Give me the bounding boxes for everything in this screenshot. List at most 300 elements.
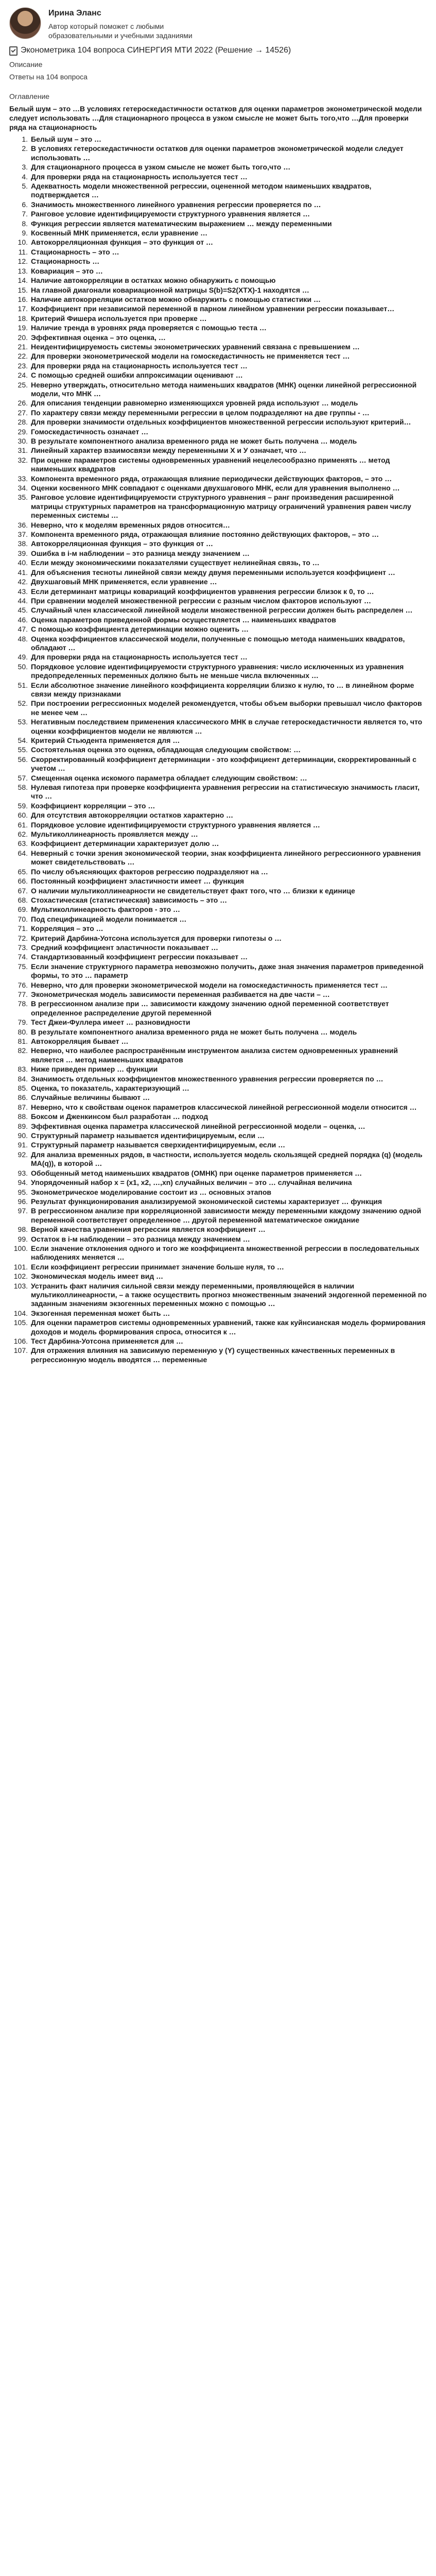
list-item-number: 97. xyxy=(18,1207,28,1215)
list-item-text: Наличие тренда в уровнях ряда проверяется с помощью теста … xyxy=(31,324,267,332)
list-item-number: 21. xyxy=(18,342,28,351)
list-item-text: Корреляция – это … xyxy=(31,924,103,933)
list-item-text: Оценка коэффициентов классической модели, полученные с помощью метода наименьших квадратов, обладают … xyxy=(31,634,405,652)
list-item xyxy=(9,539,427,548)
list-item-number: 7. xyxy=(22,210,28,218)
list-item-text: Мультиколлинеарность проявляется между … xyxy=(31,830,198,839)
list-item-number: 35. xyxy=(18,493,28,502)
list-item xyxy=(9,558,427,567)
list-item-text: Неверно утверждать, относительно метода наименьших квадратов (МНК) оценки линейной регрессионной модели, что МНК … xyxy=(31,380,417,398)
list-item xyxy=(9,1093,427,1102)
list-item xyxy=(9,267,427,276)
list-item-text: Для анализа временных рядов, в частности, используется модель скользящей средней порядка (q) (модель МА(q)), в которой … xyxy=(31,1150,423,1168)
list-item-number: 37. xyxy=(18,530,28,539)
list-item xyxy=(9,616,427,624)
list-item-number: 2. xyxy=(22,144,28,153)
list-item-number: 23. xyxy=(18,361,28,370)
list-item-text: Ниже приведен пример … функции xyxy=(31,1065,158,1074)
list-item-text: Коэффициент корреляции – это … xyxy=(31,801,155,810)
list-item xyxy=(9,352,427,361)
author-description: Автор который поможет с любыми образовательными и учебными заданиями xyxy=(48,22,193,40)
list-item-number: 44. xyxy=(18,596,28,605)
list-item xyxy=(9,1065,427,1074)
list-item-text: Оценка, то показатель, характеризующий … xyxy=(31,1084,189,1093)
list-item-number: 67. xyxy=(18,886,28,895)
list-item-number: 82. xyxy=(18,1046,28,1055)
list-item-number: 17. xyxy=(18,304,28,313)
list-item-number: 13. xyxy=(18,266,28,275)
list-item-number: 64. xyxy=(18,849,28,857)
list-item-text: По характеру связи между переменными регрессии в целом подразделяют на две группы - … xyxy=(31,408,370,417)
list-item xyxy=(9,200,427,209)
list-item xyxy=(9,219,427,228)
list-item xyxy=(9,446,427,455)
list-item-number: 70. xyxy=(18,914,28,923)
list-item-number: 73. xyxy=(18,943,28,952)
list-item-text: В условиях гетероскедастичности остатков для оценки параметров эконометрической модели следует использовать … xyxy=(31,144,404,162)
list-item-text: Эконометрическая модель зависимости переменная разбивается на две части – … xyxy=(31,990,330,998)
list-item-number: 94. xyxy=(18,1178,28,1187)
list-item-text: Критерий Дарбина-Уотсона используется для проверки гипотезы о … xyxy=(31,934,282,942)
list-item-text: Эффективная оценка параметра классической линейной регрессионной модели – оценка, … xyxy=(31,1122,365,1130)
list-item-number: 88. xyxy=(18,1112,28,1121)
list-item xyxy=(9,783,427,801)
list-item xyxy=(9,1207,427,1225)
list-item-text: Компонента временного ряда, отражающая влияние периодически действующих факторов, – это … xyxy=(31,474,392,483)
list-item-number: 22. xyxy=(18,352,28,361)
list-item-number: 104. xyxy=(13,1309,28,1317)
list-item-text: Стохастическая (статистическая) зависимость – это … xyxy=(31,895,228,904)
list-item-text: Для объяснения тесноты линейной связи между двумя переменными используется коэффициент … xyxy=(31,568,395,577)
list-item-number: 86. xyxy=(18,1093,28,1102)
list-item-text: Ранговое условие идентифицируемости структурного уравнения является … xyxy=(31,210,310,218)
list-item xyxy=(9,1018,427,1027)
list-item-number: 25. xyxy=(18,380,28,389)
list-item-text: Эконометрическое моделирование состоит из … основных этапов xyxy=(31,1188,271,1196)
list-item xyxy=(9,718,427,736)
list-item-number: 6. xyxy=(22,200,28,209)
document-title: Эконометрика 104 вопроса СИНЕРГИЯ МТИ 2022 (Решение → 14526) xyxy=(21,46,291,55)
list-item-text: Экономическая модель имеет вид … xyxy=(31,1272,164,1281)
list-item-number: 42. xyxy=(18,578,28,586)
list-item xyxy=(9,578,427,586)
list-item-text: Средний коэффициент эластичности показывает … xyxy=(31,943,218,952)
list-item-text: Результат функционирования анализируемой экономической системы характеризует … функция xyxy=(31,1197,382,1206)
list-item xyxy=(9,1084,427,1093)
list-item-number: 15. xyxy=(18,285,28,294)
list-item xyxy=(9,418,427,427)
list-item xyxy=(9,1197,427,1206)
list-item xyxy=(9,625,427,634)
list-item xyxy=(9,1309,427,1318)
avatar[interactable] xyxy=(9,7,41,39)
document-title-row xyxy=(9,45,427,56)
list-item xyxy=(9,1244,427,1262)
list-item xyxy=(9,484,427,493)
list-item-text: Компонента временного ряда, отражающая влияние постоянно действующих факторов, – это … xyxy=(31,530,379,539)
list-item-text: Для проверки ряда на стационарность используется тест … xyxy=(31,653,248,662)
answers-count: Ответы на 104 вопроса xyxy=(9,73,88,81)
list-item-text: Оценки косвенного МНК совпадают с оценками двухшагового МНК, если для уравнения выполнено … xyxy=(31,484,400,493)
list-item-text: Устранить факт наличия сильной связи между переменными, проявляющейся в наличии мультиколлинеарности, – а также осуществить прогноз множественным значений эндогенной переменной по заданным значениям экзогенных переменных можно с помощью … xyxy=(31,1281,427,1308)
list-item xyxy=(9,905,427,914)
list-item xyxy=(9,428,427,436)
list-item-text: Негативным последствием применения классического МНК в случае гетероскедастичности является то, что оценки коэффициентов модели не являются … xyxy=(31,718,423,735)
list-item-number: 54. xyxy=(18,736,28,744)
list-item-number: 18. xyxy=(18,314,28,323)
list-item xyxy=(9,493,427,520)
list-item xyxy=(9,849,427,867)
list-item-text: Смещенная оценка искомого параметра обладает следующим свойством: … xyxy=(31,773,307,782)
list-item xyxy=(9,1131,427,1140)
list-item-number: 89. xyxy=(18,1122,28,1130)
list-item-number: 46. xyxy=(18,615,28,624)
list-item-number: 59. xyxy=(18,801,28,810)
list-item-number: 72. xyxy=(18,934,28,942)
list-item-text: Эффективная оценка – это оценка, … xyxy=(31,333,166,342)
list-item-text: В регрессионном анализе при корреляционной зависимости между переменными каждому значению одной переменной соответствует определенное … другой переменной математическое ожидание xyxy=(31,1207,422,1224)
list-item-number: 38. xyxy=(18,539,28,548)
list-item-text: Тест Джеи-Фуллера имеет … разновидности xyxy=(31,1018,190,1027)
list-item xyxy=(9,868,427,876)
list-item xyxy=(9,1263,427,1272)
list-item-number: 53. xyxy=(18,718,28,726)
list-item xyxy=(9,238,427,247)
list-item-number: 39. xyxy=(18,549,28,557)
list-item xyxy=(9,736,427,745)
list-item xyxy=(9,474,427,483)
list-item-text: Для оценки параметров системы одновременных уравнений, также как куйнсианская модель формирования доходов и модель формирования спроса, относится к … xyxy=(31,1318,426,1336)
list-item xyxy=(9,1346,427,1364)
list-item-number: 76. xyxy=(18,980,28,989)
list-item-text: Автокорреляционная функция – это функция от … xyxy=(31,238,214,247)
list-item-text: Структурный параметр называется идентифицируемым, если … xyxy=(31,1131,265,1140)
list-item-text: Стационарность … xyxy=(31,257,100,266)
list-item-text: Тест Дарбина-Уотсона применяется для … xyxy=(31,1337,183,1345)
list-item-number: 65. xyxy=(18,867,28,876)
list-item xyxy=(9,663,427,681)
list-item-text: Гомоскедастичность означает … xyxy=(31,427,149,436)
list-item-number: 29. xyxy=(18,427,28,436)
list-item-text: Неверно, что наиболее распространённым инструментом анализа систем одновременных уравнений является … метод наименьших квадратов xyxy=(31,1046,398,1064)
list-item-text: Боксом и Дженкинсом был разработан … подход xyxy=(31,1112,208,1121)
list-item-text: При сравнении моделей множественной регрессии с разным числом факторов используют … xyxy=(31,596,371,605)
list-item-number: 12. xyxy=(18,257,28,266)
list-item-text: Если значение отклонения одного и того же коэффициента множественной регрессии в последовательных наблюдениях меняется … xyxy=(31,1244,420,1262)
list-item-number: 107. xyxy=(13,1346,28,1355)
list-item-number: 27. xyxy=(18,408,28,417)
author-info xyxy=(48,7,203,40)
list-item-number: 57. xyxy=(18,773,28,782)
list-item-number: 41. xyxy=(18,568,28,577)
list-item xyxy=(9,962,427,980)
list-item-text: Неидентифицируемость системы эконометрических уравнений связана с превышением … xyxy=(31,342,360,351)
list-item xyxy=(9,521,427,530)
list-item-number: 68. xyxy=(18,895,28,904)
author-name[interactable]: Ирина Эланс xyxy=(48,9,101,18)
list-item xyxy=(9,981,427,990)
list-item-text: При построении регрессионных моделей рекомендуется, чтобы объем выборки превышал число факторов не менее чем … xyxy=(31,699,422,717)
list-item-number: 11. xyxy=(18,247,28,256)
list-item-number: 49. xyxy=(18,653,28,662)
list-item-number: 99. xyxy=(18,1234,28,1243)
list-item-number: 28. xyxy=(18,418,28,427)
list-item xyxy=(9,896,427,905)
list-item-text: Наличие автокорреляции остатков можно обнаружить с помощью статистики … xyxy=(31,295,321,303)
list-item-text: Структурный параметр называется сверхидентифицируемым, если … xyxy=(31,1141,286,1149)
list-item xyxy=(9,1318,427,1336)
list-item xyxy=(9,943,427,952)
list-item-text: Состоятельная оценка это оценка, обладающая следующим свойством: … xyxy=(31,745,301,754)
list-item xyxy=(9,371,427,380)
list-item xyxy=(9,182,427,200)
list-item-text: Если детерминант матрицы ковариаций коэффициентов уравнения регрессии близок к 0, то … xyxy=(31,587,374,596)
list-item xyxy=(9,530,427,539)
list-item-text: Если между экономическими показателями существует нелинейная связь, то … xyxy=(31,558,320,567)
list-item-text: Постоянный коэффициент эластичности имеет … функция xyxy=(31,877,245,886)
list-item xyxy=(9,821,427,829)
list-item xyxy=(9,597,427,605)
list-item xyxy=(9,362,427,370)
list-item-number: 3. xyxy=(22,163,28,172)
list-item-number: 20. xyxy=(18,333,28,342)
list-item-text: Коэффициент при независимой переменной в парном линейном уравнении регрессии показывает… xyxy=(31,304,395,313)
list-item-number: 85. xyxy=(18,1084,28,1093)
list-item-text: Линейный характер взаимосвязи между переменными Х и У означает, что … xyxy=(31,446,307,455)
list-item-text: Неверно, что к свойствам оценок параметров классической линейной регрессионной модели относится … xyxy=(31,1103,417,1111)
list-item-number: 69. xyxy=(18,905,28,914)
list-item xyxy=(9,653,427,662)
list-item xyxy=(9,276,427,285)
list-item xyxy=(9,1122,427,1131)
list-item-number: 63. xyxy=(18,839,28,848)
list-item-text: Случайный член классической линейной модели множественной регрессии должен быть распределен … xyxy=(31,606,413,615)
list-item-text: Для проверки ряда на стационарность используется тест … xyxy=(31,361,248,370)
list-item-number: 92. xyxy=(18,1150,28,1159)
list-item-number: 47. xyxy=(18,625,28,634)
list-item-text: Мультиколлинеарность факторов - это … xyxy=(31,905,181,914)
list-item-text: Ранговое условие идентифицируемости структурного уравнения – ранг произведения расширенной матрицы структурных параметров на трансформационную матрицу ограничений уравнения равен числу переменных системы … xyxy=(31,493,411,520)
author-card xyxy=(9,7,427,43)
list-item xyxy=(9,568,427,577)
list-item-text: Неверный с точки зрения экономической теории, знак коэффициента линейного регрессионного уравнения может свидетельствовать … xyxy=(31,849,421,867)
list-item-number: 58. xyxy=(18,783,28,792)
list-item-text: О наличии мультиколлинеарности не свидетельствует факт того, что … близки к единице xyxy=(31,886,355,895)
list-item-text: Автокорреляционная функция – это функция от … xyxy=(31,539,214,548)
list-item xyxy=(9,399,427,408)
list-item-text: Экзогенная переменная может быть … xyxy=(31,1309,170,1317)
list-item-text: Если коэффициент регрессии принимает значение больше нуля, то … xyxy=(31,1262,284,1271)
list-item-text: Критерий Стьюдента применяется для … xyxy=(31,736,180,744)
list-item-text: Для отражения влияния на зависимую переменную у (Y) существенных качественных переменных в регрессионную модель вводятся … переменные xyxy=(31,1346,395,1364)
list-item-number: 5. xyxy=(22,182,28,191)
list-item-number: 87. xyxy=(18,1103,28,1111)
list-item xyxy=(9,811,427,820)
list-item-number: 93. xyxy=(18,1168,28,1177)
checklist-icon xyxy=(9,46,18,56)
list-item-number: 4. xyxy=(22,172,28,181)
list-item xyxy=(9,924,427,933)
list-item-number: 105. xyxy=(13,1318,28,1327)
list-item-number: 50. xyxy=(18,662,28,671)
list-item xyxy=(9,163,427,172)
list-item xyxy=(9,587,427,596)
list-item-number: 60. xyxy=(18,811,28,820)
list-item xyxy=(9,887,427,895)
list-item-number: 45. xyxy=(18,606,28,615)
list-item-number: 33. xyxy=(18,474,28,483)
list-item-number: 78. xyxy=(18,999,28,1008)
list-item xyxy=(9,324,427,332)
list-item-number: 77. xyxy=(18,990,28,998)
list-item-number: 9. xyxy=(22,229,28,238)
list-item xyxy=(9,437,427,446)
list-item xyxy=(9,409,427,417)
list-item xyxy=(9,333,427,342)
list-item xyxy=(9,173,427,181)
list-item-number: 66. xyxy=(18,877,28,886)
list-item xyxy=(9,549,427,558)
list-item xyxy=(9,1337,427,1346)
list-item-number: 95. xyxy=(18,1188,28,1196)
list-item xyxy=(9,635,427,653)
list-item-text: Если абсолютное значение линейного коэффициента корреляции близко к нулю, то … в линейном форме связи между признаками xyxy=(31,681,414,698)
list-item xyxy=(9,286,427,295)
list-item-text: Коэффициент детерминации характеризует долю … xyxy=(31,839,219,848)
list-item xyxy=(9,1075,427,1083)
list-item-text: Если значение структурного параметра невозможно получить, даже зная значения параметров приведенной формы, то это … параметр xyxy=(31,962,424,980)
list-item-number: 1. xyxy=(22,135,28,143)
list-item-number: 98. xyxy=(18,1225,28,1234)
list-item-number: 81. xyxy=(18,1037,28,1045)
list-item xyxy=(9,1235,427,1244)
toc-lead-text: Белый шум – это …В условиях гетероскедастичности остатков для оценки параметров эконометрической модели следует использовать …Для стационарного процесса в узком смысле не может быть того,что …Для проверки ряда на стационарность xyxy=(9,105,422,131)
list-item-text: Неверно, что для проверки эконометрической модели на гомоскедастичность применяется тест … xyxy=(31,980,388,989)
list-item-number: 79. xyxy=(18,1018,28,1027)
list-item xyxy=(9,1150,427,1168)
list-item xyxy=(9,295,427,304)
list-item-number: 74. xyxy=(18,953,28,961)
list-item-number: 55. xyxy=(18,745,28,754)
list-item xyxy=(9,934,427,943)
list-item-text: В результате компонентного анализа временного ряда не может быть получена … модель xyxy=(31,1027,357,1036)
list-item-text: Для отсутствия автокорреляции остатков характерно … xyxy=(31,811,234,820)
list-item-number: 30. xyxy=(18,437,28,445)
list-item-number: 31. xyxy=(18,446,28,455)
list-item xyxy=(9,1188,427,1197)
list-item-text: Функция регрессии является математическим выражением … между переменными xyxy=(31,219,332,228)
list-item-text: В регрессионном анализе при … зависимости каждому значению одной переменной соответствует определенное распределение другой переменной xyxy=(31,999,389,1017)
list-item-text: На главной диагонали ковариационной матрицы S(b)=S2(XTX)-1 находятся … xyxy=(31,285,309,294)
list-item-number: 52. xyxy=(18,699,28,708)
list-item xyxy=(9,830,427,839)
list-item-text: Значимость множественного линейного уравнения регрессии проверяется по … xyxy=(31,200,321,209)
list-item-text: Под спецификацией модели понимается … xyxy=(31,914,187,923)
list-item xyxy=(9,1225,427,1234)
list-item xyxy=(9,314,427,323)
list-item-number: 71. xyxy=(18,924,28,933)
list-item-number: 75. xyxy=(18,962,28,971)
list-item-number: 32. xyxy=(18,455,28,464)
list-item-number: 24. xyxy=(18,371,28,380)
list-item-number: 90. xyxy=(18,1131,28,1140)
list-item xyxy=(9,1282,427,1309)
list-item-text: Случайные величины бывают … xyxy=(31,1093,150,1102)
list-item xyxy=(9,755,427,773)
list-item xyxy=(9,1141,427,1149)
list-item-text: Верной качества уравнения регрессии является коэффициент … xyxy=(31,1225,266,1234)
list-item xyxy=(9,1112,427,1121)
list-item-text: Обобщенный метод наименьших квадратов (ОМНК) при оценке параметров применяется … xyxy=(31,1168,362,1177)
list-item-text: Автокорреляция бывает … xyxy=(31,1037,129,1045)
list-item xyxy=(9,774,427,783)
list-item-text: Адекватность модели множественной регрессии, оцененной методом наименьших квадратов, подтверждается … xyxy=(31,182,372,199)
list-item-text: Ковариация – это … xyxy=(31,266,103,275)
list-item-number: 101. xyxy=(13,1262,28,1271)
list-item xyxy=(9,257,427,266)
list-item-number: 96. xyxy=(18,1197,28,1206)
list-item xyxy=(9,210,427,218)
list-item xyxy=(9,1046,427,1064)
list-item-number: 16. xyxy=(18,295,28,303)
list-item xyxy=(9,135,427,144)
list-item xyxy=(9,699,427,717)
list-item-text: Значимость отдельных коэффициентов множественного уравнения регрессии проверяется по … xyxy=(31,1074,383,1083)
list-item-number: 91. xyxy=(18,1141,28,1149)
list-item-number: 26. xyxy=(18,399,28,408)
list-item-text: Косвенный МНК применяется, если уравнение … xyxy=(31,229,208,238)
list-item-text: Для стационарного процесса в узком смысле не может быть того,что … xyxy=(31,163,291,172)
list-item-text: Оценка параметров приведенной формы осуществляется … наименьших квадратов xyxy=(31,615,336,624)
list-item-number: 84. xyxy=(18,1074,28,1083)
list-item-text: Для проверки эконометрической модели на гомоскедастичность не применяется тест … xyxy=(31,352,350,361)
list-item-number: 36. xyxy=(18,520,28,529)
list-item-text: Порядковое условие идентифицируемости структурного уравнения является … xyxy=(31,820,320,829)
list-item-text: Стандартизованный коэффициент регрессии показывает … xyxy=(31,953,248,961)
list-item xyxy=(9,915,427,924)
list-item-number: 48. xyxy=(18,634,28,643)
list-item xyxy=(9,953,427,961)
list-item-text: Нулевая гипотеза при проверке коэффициента уравнения регрессии на статистическую значимость гласит, что … xyxy=(31,783,420,801)
toc-label: Оглавление xyxy=(9,92,50,100)
list-item-number: 83. xyxy=(18,1065,28,1074)
list-item xyxy=(9,681,427,699)
list-item-text: Двухшаговый МНК применяется, если уравнение … xyxy=(31,578,217,586)
list-item-number: 106. xyxy=(13,1337,28,1345)
description-label: Описание xyxy=(9,60,43,69)
list-item-text: Скорректированный коэффициент детерминации - это коэффициент детерминации, скорректированный с учетом … xyxy=(31,755,416,773)
list-item-text: Стационарность – это … xyxy=(31,247,119,256)
list-item xyxy=(9,877,427,886)
list-item-text: Для описания тенденции равномерно изменяющихся уровней ряда используют … модель xyxy=(31,399,358,408)
list-item-number: 43. xyxy=(18,587,28,596)
list-item-number: 61. xyxy=(18,820,28,829)
list-item-number: 103. xyxy=(13,1281,28,1290)
list-item xyxy=(9,606,427,615)
list-item xyxy=(9,229,427,238)
list-item-text: Остаток в i-м наблюдении – это разница между значением … xyxy=(31,1234,250,1243)
list-item-number: 19. xyxy=(18,324,28,332)
list-item-text: Ошибка в i-м наблюдении – это разница между значением … xyxy=(31,549,250,557)
list-item xyxy=(9,802,427,810)
list-item-number: 100. xyxy=(13,1244,28,1252)
list-item xyxy=(9,1028,427,1037)
list-item xyxy=(9,745,427,754)
list-item-text: В результате компонентного анализа временного ряда не может быть получена … модель xyxy=(31,437,357,445)
list-item-text: Для проверки значимости отдельных коэффициентов множественной регрессии используют критерий… xyxy=(31,418,411,427)
list-item-number: 102. xyxy=(13,1272,28,1281)
list-item-number: 80. xyxy=(18,1027,28,1036)
